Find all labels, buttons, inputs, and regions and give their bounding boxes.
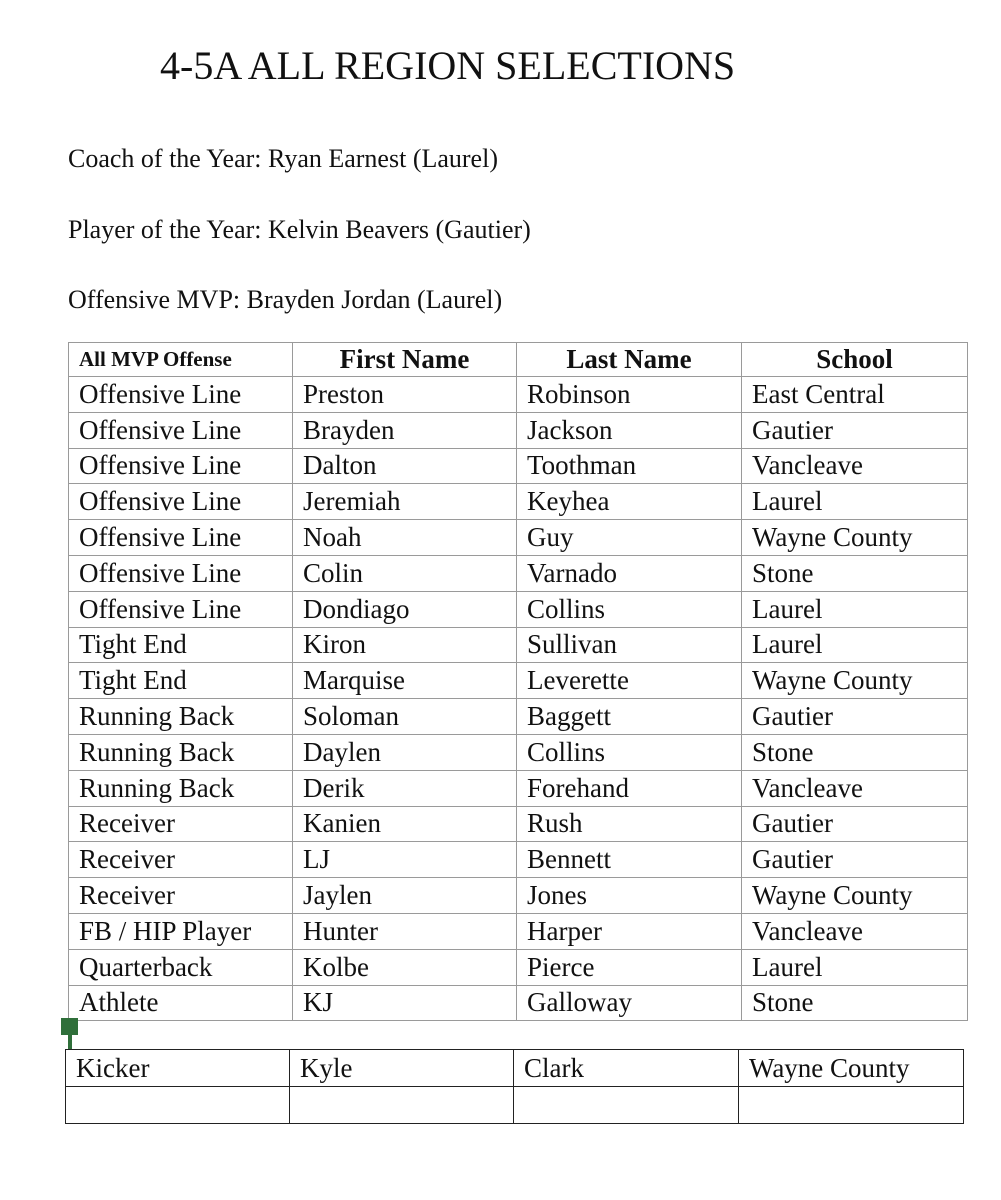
- cell-last-name: Rush: [517, 806, 742, 842]
- cell-first-name: Derik: [293, 770, 517, 806]
- table-row: [69, 699, 968, 735]
- table-move-handle[interactable]: [61, 1018, 78, 1035]
- table-header-row: [69, 343, 968, 377]
- cell-position: Running Back: [69, 699, 293, 735]
- cell-position: Receiver: [69, 806, 293, 842]
- cell-school: Vancleave: [742, 913, 968, 949]
- cell-school: Stone: [742, 985, 968, 1021]
- cell-position: Tight End: [69, 627, 293, 663]
- cell-school: Wayne County: [739, 1050, 964, 1087]
- cell-position: Quarterback: [69, 949, 293, 985]
- cell-position: Offensive Line: [69, 520, 293, 556]
- cell-position: Offensive Line: [69, 591, 293, 627]
- table-row: [69, 520, 968, 556]
- table-row: [66, 1087, 964, 1124]
- header-position: All MVP Offense: [69, 343, 293, 377]
- cell-last-name: Jones: [517, 878, 742, 914]
- cell-first-name: Dondiago: [293, 591, 517, 627]
- cell-first-name: Hunter: [293, 913, 517, 949]
- table-row: [69, 878, 968, 914]
- cell-school: Laurel: [742, 591, 968, 627]
- table-row: [69, 806, 968, 842]
- page-title: 4-5A ALL REGION SELECTIONS: [160, 43, 736, 88]
- table-row: [69, 842, 968, 878]
- player-of-the-year: Player of the Year: Kelvin Beavers (Gautier): [68, 215, 531, 244]
- cell-first-name: Soloman: [293, 699, 517, 735]
- cell-school: Wayne County: [742, 663, 968, 699]
- cell-last-name: Bennett: [517, 842, 742, 878]
- cell-last-name: Collins: [517, 591, 742, 627]
- cell-last-name: Baggett: [517, 699, 742, 735]
- table-row: [69, 663, 968, 699]
- cell-position: FB / HIP Player: [69, 913, 293, 949]
- cell-last-name: Collins: [517, 734, 742, 770]
- cell-last-name: Toothman: [517, 448, 742, 484]
- cell-position: Offensive Line: [69, 448, 293, 484]
- cell-position: Receiver: [69, 878, 293, 914]
- cell-school: East Central: [742, 377, 968, 413]
- cell-position: Offensive Line: [69, 484, 293, 520]
- table-row: [69, 555, 968, 591]
- cell-position: [66, 1087, 290, 1124]
- offensive-mvp: Offensive MVP: Brayden Jordan (Laurel): [68, 285, 503, 314]
- table-row: [69, 913, 968, 949]
- cell-last-name: Leverette: [517, 663, 742, 699]
- cell-school: Gautier: [742, 699, 968, 735]
- cell-position: Kicker: [66, 1050, 290, 1087]
- cell-first-name: Dalton: [293, 448, 517, 484]
- cell-first-name: LJ: [293, 842, 517, 878]
- cell-last-name: Varnado: [517, 555, 742, 591]
- cell-position: Offensive Line: [69, 377, 293, 413]
- cell-position: Running Back: [69, 770, 293, 806]
- header-last-name: Last Name: [517, 343, 742, 377]
- table-row: [69, 627, 968, 663]
- table-row: [69, 448, 968, 484]
- all-mvp-offense-table: [68, 342, 968, 1021]
- cell-last-name: Forehand: [517, 770, 742, 806]
- cell-first-name: Brayden: [293, 412, 517, 448]
- table-row: [69, 985, 968, 1021]
- cell-position: Offensive Line: [69, 555, 293, 591]
- cell-first-name: Kolbe: [293, 949, 517, 985]
- coach-of-the-year: Coach of the Year: Ryan Earnest (Laurel): [68, 144, 498, 173]
- table-row: [69, 377, 968, 413]
- cell-position: Running Back: [69, 734, 293, 770]
- cell-last-name: [514, 1087, 739, 1124]
- cell-last-name: Guy: [517, 520, 742, 556]
- cell-first-name: KJ: [293, 985, 517, 1021]
- table-row: [69, 734, 968, 770]
- cell-school: Wayne County: [742, 878, 968, 914]
- cell-school: Gautier: [742, 842, 968, 878]
- cell-first-name: Colin: [293, 555, 517, 591]
- cell-last-name: Clark: [514, 1050, 739, 1087]
- cell-last-name: Pierce: [517, 949, 742, 985]
- cell-first-name: Kanien: [293, 806, 517, 842]
- cell-first-name: Preston: [293, 377, 517, 413]
- kicker-table: [65, 1049, 964, 1124]
- cell-school: Vancleave: [742, 770, 968, 806]
- cell-first-name: Noah: [293, 520, 517, 556]
- cell-school: Laurel: [742, 627, 968, 663]
- table-row: [69, 412, 968, 448]
- cell-school: [739, 1087, 964, 1124]
- cell-first-name: [290, 1087, 514, 1124]
- cell-first-name: Kiron: [293, 627, 517, 663]
- cell-position: Athlete: [69, 985, 293, 1021]
- cell-school: Laurel: [742, 949, 968, 985]
- cell-last-name: Jackson: [517, 412, 742, 448]
- cell-first-name: Marquise: [293, 663, 517, 699]
- cell-school: Gautier: [742, 806, 968, 842]
- cell-last-name: Robinson: [517, 377, 742, 413]
- cell-first-name: Daylen: [293, 734, 517, 770]
- cell-position: Tight End: [69, 663, 293, 699]
- cell-position: Receiver: [69, 842, 293, 878]
- table-row: [69, 591, 968, 627]
- table-row: [69, 949, 968, 985]
- cell-position: Offensive Line: [69, 412, 293, 448]
- header-school: School: [742, 343, 968, 377]
- cell-last-name: Keyhea: [517, 484, 742, 520]
- table-handle-stem: [68, 1035, 72, 1049]
- table-row: [69, 770, 968, 806]
- cell-first-name: Jaylen: [293, 878, 517, 914]
- table-row: [69, 484, 968, 520]
- cell-last-name: Harper: [517, 913, 742, 949]
- cell-school: Gautier: [742, 412, 968, 448]
- cell-last-name: Galloway: [517, 985, 742, 1021]
- cell-first-name: Kyle: [290, 1050, 514, 1087]
- cell-school: Stone: [742, 555, 968, 591]
- cell-last-name: Sullivan: [517, 627, 742, 663]
- cell-first-name: Jeremiah: [293, 484, 517, 520]
- cell-school: Stone: [742, 734, 968, 770]
- header-first-name: First Name: [293, 343, 517, 377]
- table-row: [66, 1050, 964, 1087]
- cell-school: Laurel: [742, 484, 968, 520]
- cell-school: Wayne County: [742, 520, 968, 556]
- cell-school: Vancleave: [742, 448, 968, 484]
